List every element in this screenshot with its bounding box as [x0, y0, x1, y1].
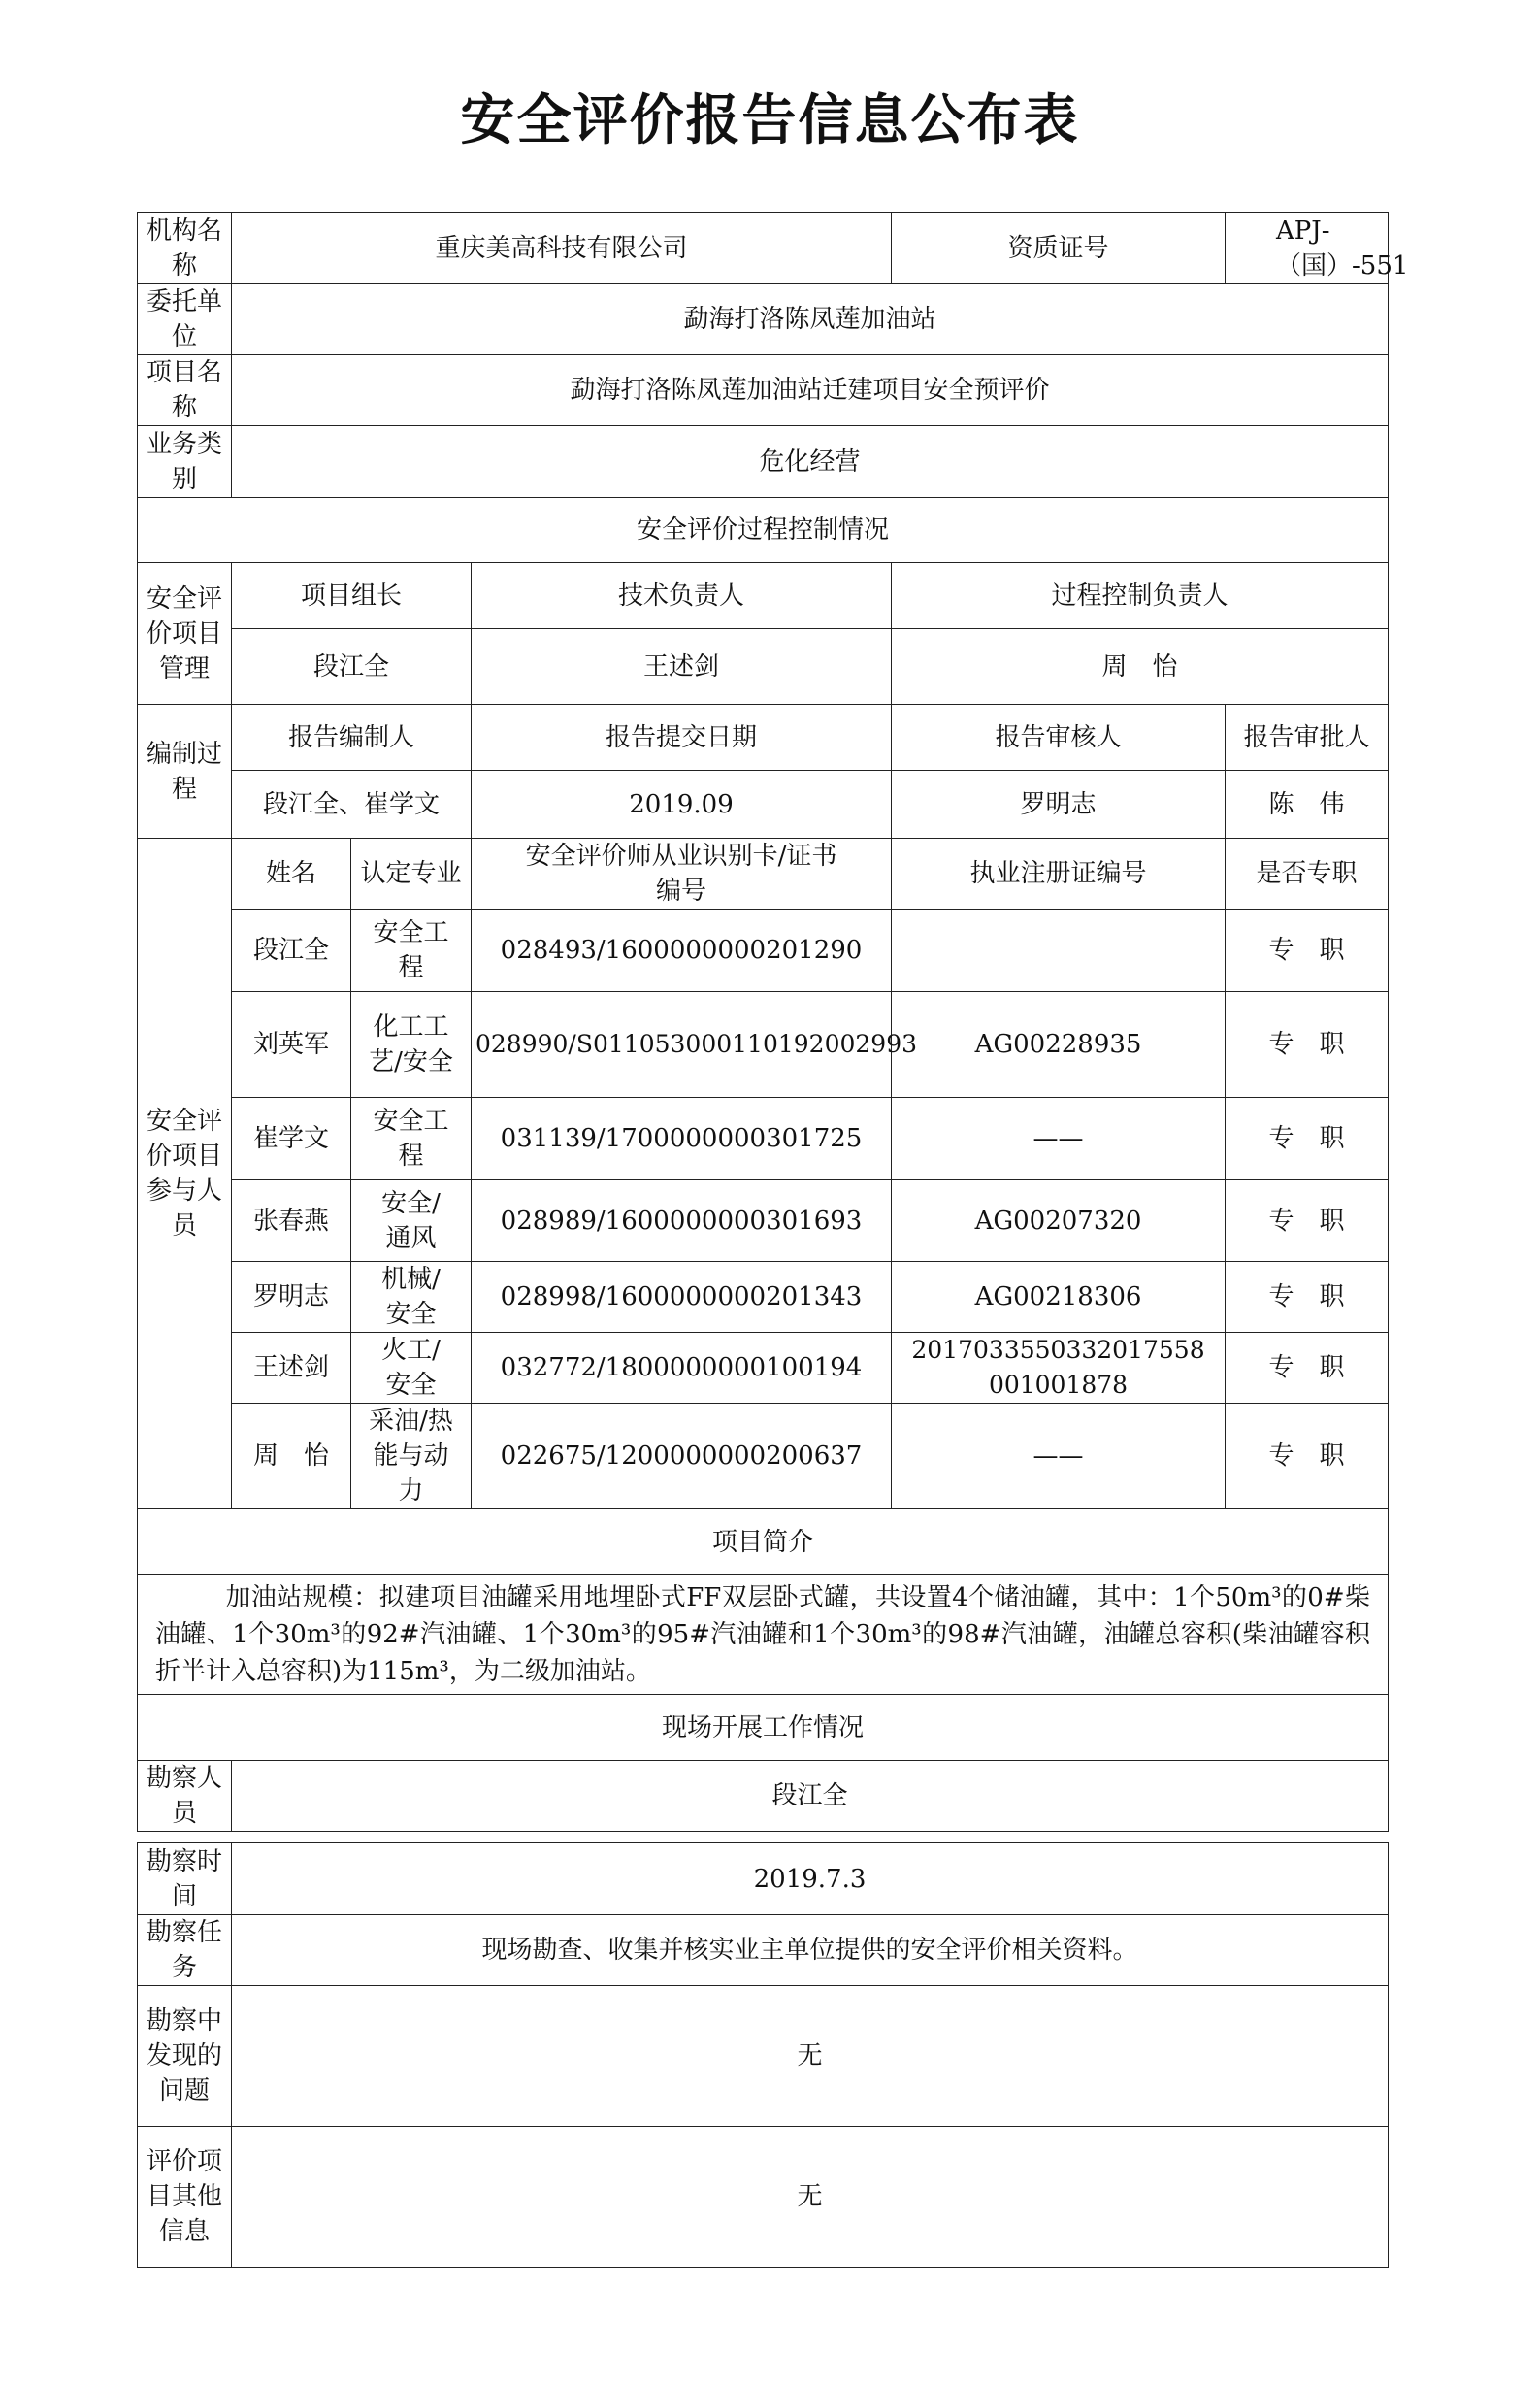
process-header: 安全评价过程控制情况	[138, 498, 1389, 563]
participant-row	[138, 1180, 1389, 1262]
participant-fulltime: 专 职	[1226, 992, 1389, 1098]
participant-name: 张春燕	[232, 1180, 351, 1262]
brief-row	[138, 1575, 1389, 1695]
brief-header-row	[138, 1509, 1389, 1575]
management-label: 安全评价项目管理	[138, 563, 232, 705]
participant-major: 安全工程	[351, 1098, 472, 1180]
participant-fulltime: 专 职	[1226, 1180, 1389, 1262]
participant-reg: AG00207320	[892, 1180, 1226, 1262]
business-value: 危化经营	[232, 426, 1389, 498]
other-info-label: 评价项目其他信息	[138, 2127, 232, 2268]
participant-name: 崔学文	[232, 1098, 351, 1180]
site-header-row	[138, 1695, 1389, 1761]
compilation-value-row	[138, 771, 1389, 839]
participant-reg: ——	[892, 1098, 1226, 1180]
participant-fulltime: 专 职	[1226, 1262, 1389, 1333]
compilation-header-row	[138, 705, 1389, 771]
participant-row	[138, 1404, 1389, 1509]
surveyor-value: 段江全	[232, 1761, 1389, 1832]
business-row	[138, 426, 1389, 498]
survey-time-row	[138, 1843, 1389, 1915]
participant-fulltime: 专 职	[1226, 910, 1389, 992]
participant-fulltime: 专 职	[1226, 1404, 1389, 1509]
site-header: 现场开展工作情况	[138, 1695, 1389, 1761]
client-value: 勐海打洛陈凤莲加油站	[232, 284, 1389, 355]
compilation-header: 报告审批人	[1226, 705, 1389, 771]
participant-major: 化工工艺/安全	[351, 992, 472, 1098]
participant-fulltime: 专 职	[1226, 1333, 1389, 1404]
management-header: 过程控制负责人	[892, 563, 1389, 629]
compilation-value: 段江全、崔学文	[232, 771, 472, 839]
management-value: 王述剑	[472, 629, 892, 705]
brief-text: 加油站规模：拟建项目油罐采用地埋卧式FF双层卧式罐，共设置4个储油罐，其中：1个50m³的0#柴油罐、1个30m³的92#汽油罐、1个30m³的95#汽油罐和1个30m³的98#汽油罐，油罐总容积(柴油罐容积折半计入总容积)为115m³，为二级加油站。	[155, 1583, 1371, 1686]
cert-label: 资质证号	[892, 213, 1226, 284]
participant-major: 机械/安全	[351, 1262, 472, 1333]
management-header-row	[138, 563, 1389, 629]
participant-reg: ——	[892, 1404, 1226, 1509]
participants-header-row	[138, 839, 1389, 910]
participant-major: 采油/热能与动力	[351, 1404, 472, 1509]
participants-header: 安全评价师从业识别卡/证书编号	[472, 839, 892, 910]
compilation-header: 报告提交日期	[472, 705, 892, 771]
participants-header: 是否专职	[1226, 839, 1389, 910]
participant-name: 王述剑	[232, 1333, 351, 1404]
compilation-header: 报告编制人	[232, 705, 472, 771]
participant-reg	[892, 910, 1226, 992]
project-row	[138, 355, 1389, 426]
other-info-row	[138, 2127, 1389, 2268]
management-header: 技术负责人	[472, 563, 892, 629]
participants-header: 认定专业	[351, 839, 472, 910]
participant-name: 刘英军	[232, 992, 351, 1098]
participant-card: 031139/1700000000301725	[472, 1098, 892, 1180]
org-name-label: 机构名称	[138, 213, 232, 284]
site-work-table	[137, 1842, 1389, 2268]
org-row	[138, 213, 1389, 284]
survey-time-label: 勘察时间	[138, 1843, 232, 1915]
survey-issues-label: 勘察中发现的问题	[138, 1986, 232, 2127]
management-header: 项目组长	[232, 563, 472, 629]
participant-name: 段江全	[232, 910, 351, 992]
participant-row	[138, 992, 1389, 1098]
surveyor-row	[138, 1761, 1389, 1832]
participant-card: 028989/1600000000301693	[472, 1180, 892, 1262]
participant-row	[138, 910, 1389, 992]
participant-reg: AG00228935	[892, 992, 1226, 1098]
survey-task-value: 现场勘查、收集并核实业主单位提供的安全评价相关资料。	[232, 1915, 1389, 1986]
survey-task-label: 勘察任务	[138, 1915, 232, 1986]
compilation-value: 罗明志	[892, 771, 1226, 839]
process-header-row	[138, 498, 1389, 563]
client-label: 委托单位	[138, 284, 232, 355]
participant-card: 028990/S011053000110192002993	[472, 992, 892, 1098]
compilation-header: 报告审核人	[892, 705, 1226, 771]
participant-reg: AG00218306	[892, 1262, 1226, 1333]
page-title: 安全评价报告信息公布表	[460, 89, 1080, 152]
participants-header: 姓名	[232, 839, 351, 910]
participant-card: 028998/1600000000201343	[472, 1262, 892, 1333]
participant-name: 周 怡	[232, 1404, 351, 1509]
org-name: 重庆美高科技有限公司	[232, 213, 892, 284]
participant-reg: 2017033550332017558001001878	[892, 1333, 1226, 1404]
other-info-value: 无	[232, 2127, 1389, 2268]
report-info-table	[137, 212, 1409, 1832]
compilation-label: 编制过程	[138, 705, 232, 839]
participant-fulltime: 专 职	[1226, 1098, 1389, 1180]
participant-major: 安全/通风	[351, 1180, 472, 1262]
client-row	[138, 284, 1389, 355]
project-value: 勐海打洛陈凤莲加油站迁建项目安全预评价	[232, 355, 1389, 426]
management-value: 周 怡	[892, 629, 1389, 705]
surveyor-label: 勘察人员	[138, 1761, 232, 1832]
participant-card: 028493/1600000000201290	[472, 910, 892, 992]
participants-label: 安全评价项目参与人员	[138, 839, 232, 1509]
participant-row	[138, 1098, 1389, 1180]
cert-number: APJ-（国）-551	[1226, 213, 1389, 284]
project-label: 项目名称	[138, 355, 232, 426]
management-value: 段江全	[232, 629, 472, 705]
compilation-value: 陈 伟	[1226, 771, 1389, 839]
management-value-row	[138, 629, 1389, 705]
survey-task-row	[138, 1915, 1389, 1986]
compilation-value: 2019.09	[472, 771, 892, 839]
participant-major: 安全工程	[351, 910, 472, 992]
participant-row	[138, 1262, 1389, 1333]
survey-time-value: 2019.7.3	[232, 1843, 1389, 1915]
participant-major: 火工/安全	[351, 1333, 472, 1404]
business-label: 业务类别	[138, 426, 232, 498]
survey-issues-value: 无	[232, 1986, 1389, 2127]
participant-row	[138, 1333, 1389, 1404]
participants-header: 执业注册证编号	[892, 839, 1226, 910]
brief-header: 项目简介	[138, 1509, 1389, 1575]
participant-card: 022675/1200000000200637	[472, 1404, 892, 1509]
survey-issues-row	[138, 1986, 1389, 2127]
participant-card: 032772/1800000000100194	[472, 1333, 892, 1404]
participant-name: 罗明志	[232, 1262, 351, 1333]
